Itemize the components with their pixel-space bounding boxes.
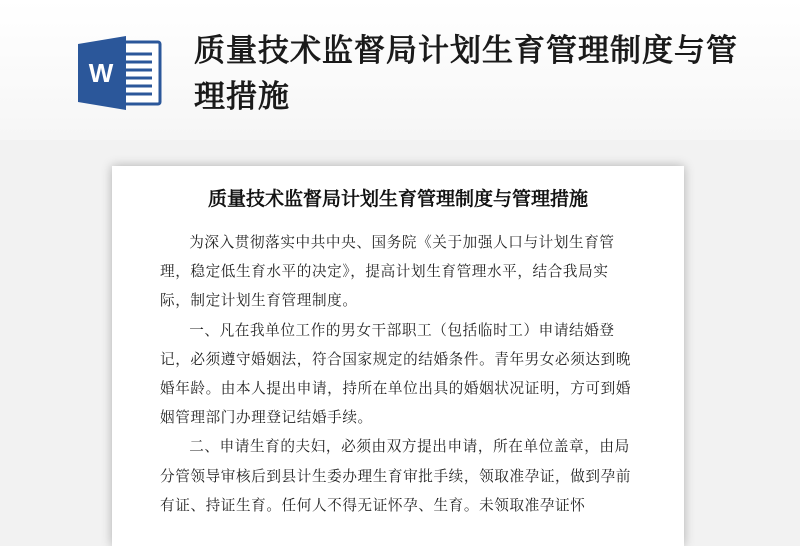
paragraph: 二、申请生育的夫妇，必须由双方提出申请，所在单位盖章，由局分管领导审核后到县计生委办理生育审批手续，领取准孕证，做到孕前有证、持证生育。任何人不得无证怀孕、生育。未领取准孕证怀: [160, 438, 632, 514]
document-page: [112, 166, 684, 546]
word-logo-letter: W: [88, 58, 114, 88]
document-title: 质量技术监督局计划生育管理制度与管理措施: [207, 188, 588, 210]
paragraph: 一、凡在我单位工作的男女干部职工（包括临时工）申请结婚登记，必须遵守婚姻法，符合国家规定的结婚条件。青年男女必须达到晚婚年龄。由本人提出申请，持所在单位出具的婚姻状况证明，方可到婚姻管理部门办理登记结婚手续。: [160, 321, 632, 427]
document-body: [160, 228, 638, 520]
word-document-icon: [76, 34, 164, 112]
banner-title: 质量技术监督局计划生育管理制度与管理措施: [194, 33, 738, 115]
paragraph: 为深入贯彻落实中共中央、国务院《关于加强人口与计划生育管理，稳定低生育水平的决定》，提高计划生育管理水平，结合我局实际，制定计划生育管理制度。: [160, 234, 615, 310]
banner: [0, 0, 800, 140]
